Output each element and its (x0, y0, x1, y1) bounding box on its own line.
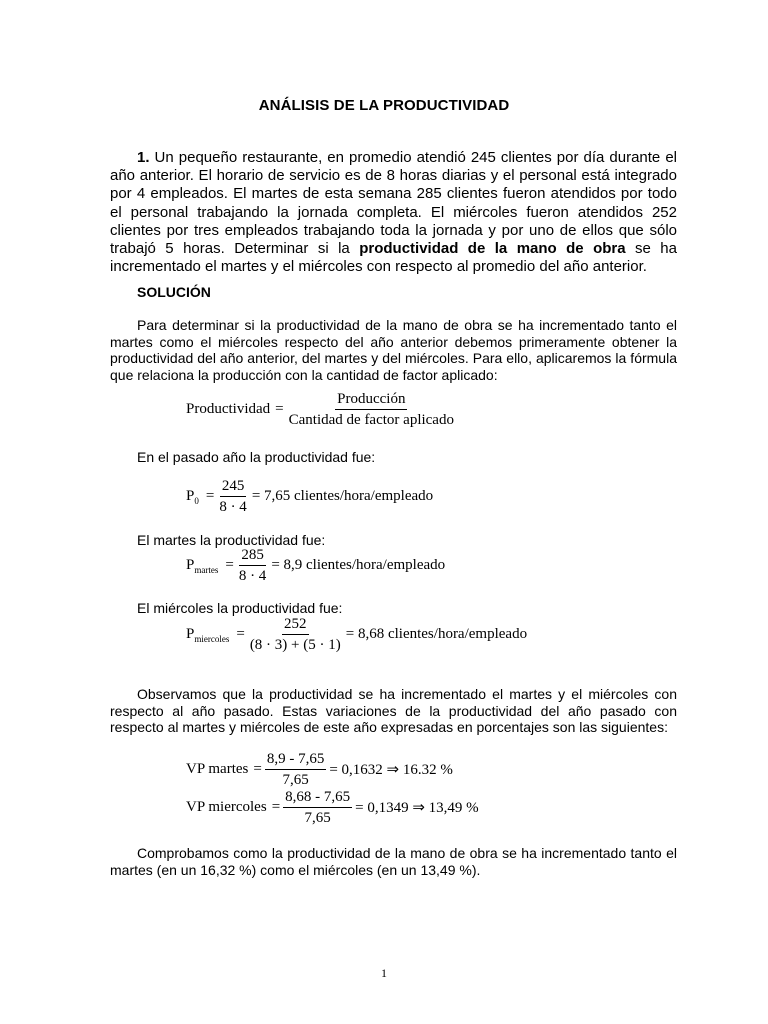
p-miercoles-eq: = (236, 626, 245, 642)
p-miercoles-equation (186, 616, 527, 653)
p0-equation (186, 478, 433, 515)
problem-number: 1. (137, 149, 150, 166)
page-title: ANÁLISIS DE LA PRODUCTIVIDAD (258, 97, 510, 114)
p-martes-numerator: 285 (239, 547, 266, 566)
p-miercoles-result: = 8,68 clientes/hora/empleado (345, 626, 528, 642)
conclusion-paragraph: Comprobamos como la productividad de la mano de obra se ha incrementado tanto el martes (en un 16,32 %) como el miércoles (en un 13,49 %). (110, 845, 677, 878)
formula-fraction (287, 391, 456, 428)
vp-miercoles-lhs: VP miercoles (186, 799, 267, 815)
formula-eq: = (275, 401, 284, 417)
solution-heading: SOLUCIÓN (137, 284, 211, 300)
page-number: 1 (381, 966, 387, 980)
vp-martes-denominator: 7,65 (282, 772, 309, 788)
p-martes-eq: = (225, 557, 234, 573)
formula-lhs: Productividad (186, 401, 271, 417)
vp-martes-equation (186, 751, 453, 788)
problem-text-a: Un pequeño restaurante, en promedio atendió 245 clientes por día durante el año anterior. El horario de servicio es de 8 horas diarias y el personal está integrado por 4 empleados. El martes de esta semana 285 clientes fueron atendidos por todo el personal trabajando la jornada completa. El miércoles fueron atendidos 252 clientes por tres empleados trabajando toda la jornada y por uno de ellos que sólo trabajó 5 horas. Determinar si la (110, 149, 677, 258)
vp-martes-fraction (265, 751, 327, 788)
vp-martes-eq: = (253, 761, 262, 777)
vp-martes-result: = 0,1632 ⇒ 16.32 % (329, 762, 453, 778)
vp-miercoles-equation (186, 789, 479, 826)
p-miercoles-fraction (248, 616, 343, 653)
productivity-formula (186, 391, 459, 428)
formula-denominator: Cantidad de factor aplicado (288, 412, 454, 428)
p-martes-symbol: P (186, 557, 195, 573)
vp-miercoles-result: = 0,1349 ⇒ 13,49 % (355, 800, 479, 816)
vp-miercoles-numerator: 8,68 - 7,65 (283, 789, 352, 808)
vp-miercoles-fraction (283, 789, 352, 826)
p0-fraction (217, 478, 249, 515)
problem-text-b: se ha incrementado el martes y el miércoles con respecto al promedio del año anterior. (110, 240, 677, 276)
p0-eq: = (205, 488, 215, 504)
problem-bold-term: productividad de la mano de obra (359, 240, 626, 258)
vp-miercoles-eq: = (271, 799, 281, 815)
p-martes-result: = 8,9 clientes/hora/empleado (271, 557, 446, 573)
formula-numerator: Producción (335, 391, 407, 410)
vp-miercoles-denominator: 7,65 (304, 810, 331, 826)
p0-numerator: 245 (220, 478, 247, 497)
p0-denominator: 8 · 4 (219, 499, 247, 515)
vp-martes-numerator: 8,9 - 7,65 (265, 751, 327, 770)
wednesday-label: El miércoles la productividad fue: (137, 600, 343, 616)
vp-martes-lhs: VP martes (186, 761, 249, 777)
p-martes-subscript: martes (194, 564, 219, 575)
p0-subscript: 0 (194, 495, 199, 506)
p-martes-denominator: 8 · 4 (238, 568, 267, 584)
tuesday-label: El martes la productividad fue: (137, 532, 326, 548)
p-miercoles-symbol: P (186, 626, 195, 642)
p-miercoles-subscript: miercoles (194, 633, 230, 644)
p0-result: = 7,65 clientes/hora/empleado (251, 488, 434, 504)
p0-symbol: P (186, 488, 195, 504)
p-martes-equation (186, 547, 445, 584)
intro-paragraph: Para determinar si la productividad de la mano de obra se ha incrementado tanto el martes como el miércoles respecto del año anterior debemos primeramente obtener la productividad del año anterior, del martes y del miércoles. Para ello, aplicaremos la fórmula que relaciona la producción con la cantidad de factor aplicado: (110, 317, 677, 383)
p-miercoles-numerator: 252 (282, 616, 309, 635)
problem-statement (110, 149, 677, 276)
past-year-label: En el pasado año la productividad fue: (137, 449, 376, 465)
p-martes-fraction (237, 547, 269, 584)
p-miercoles-denominator: (8 · 3) + (5 · 1) (249, 637, 341, 653)
observation-paragraph: Observamos que la productividad se ha incrementado el martes y el miércoles con respecto al año pasado. Estas variaciones de la productividad del año pasado con respecto al martes y miércoles de este año expresadas en porcentajes son las siguientes: (110, 686, 677, 736)
